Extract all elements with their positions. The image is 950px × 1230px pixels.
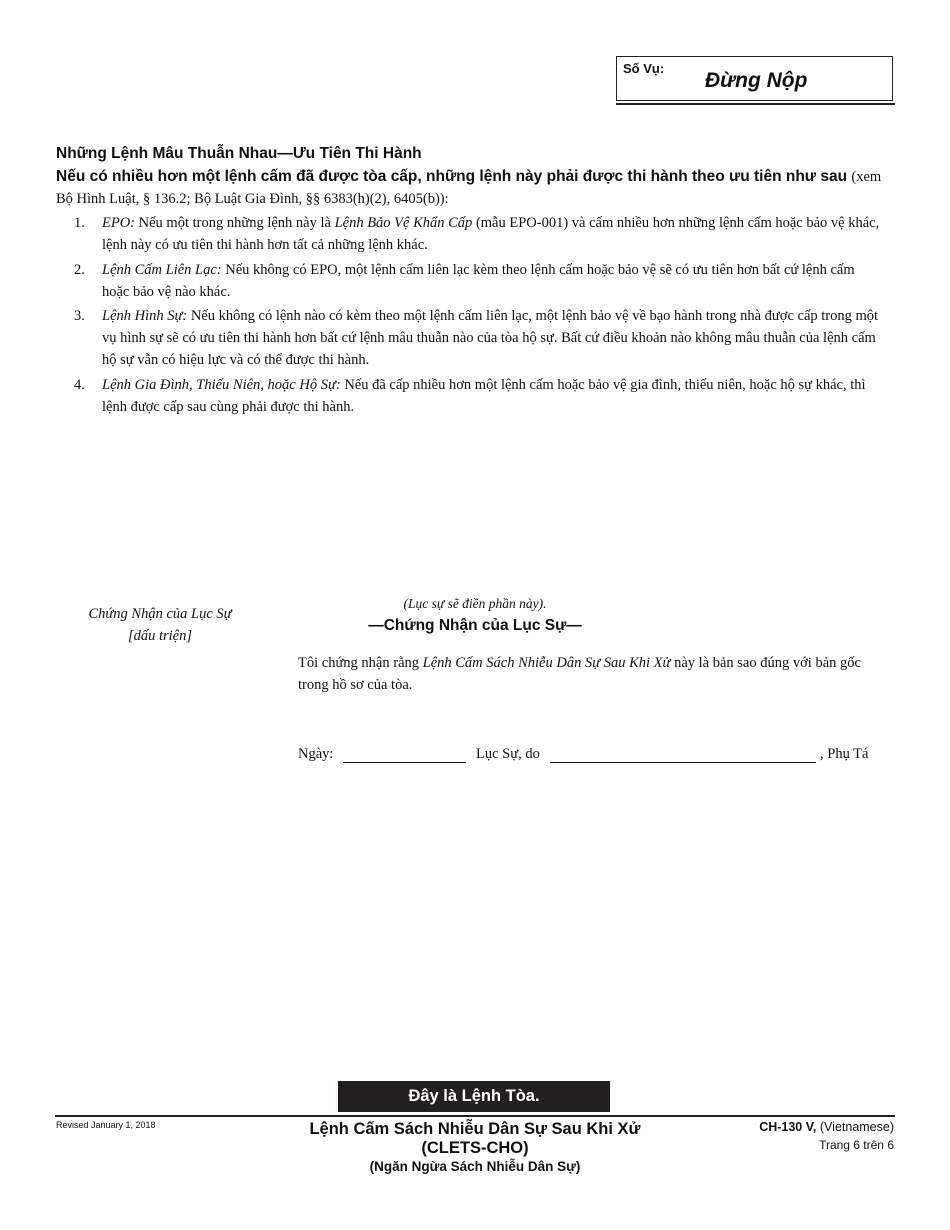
clerk-hint: (Lục sự sẽ điền phần này). bbox=[403, 596, 547, 611]
priority-item bbox=[74, 305, 884, 371]
item-lead: Lệnh Gia Đình, Thiếu Niên, hoặc Hộ Sự: bbox=[102, 377, 341, 393]
item-number: 2. bbox=[74, 262, 85, 278]
footer-divider bbox=[55, 1115, 895, 1117]
signature-row bbox=[298, 746, 888, 768]
seal-caption bbox=[70, 603, 250, 647]
item-number: 3. bbox=[74, 308, 85, 324]
certificate-body: Tôi chứng nhận rằng Lệnh Cấm Sách Nhiễu Dân Sự Sau Khi Xử này là bản sao đúng với bản gốc trong hồ sơ của tòa. bbox=[298, 655, 861, 693]
section-reference: (xem Bộ Hình Luật, § 136.2; Bộ Luật Gia Đình, §§ 6383(h)(2), 6405(b)): bbox=[56, 169, 882, 207]
case-number-value: Đừng Nộp bbox=[705, 69, 808, 92]
item-text: Lệnh Hình Sự: Nếu không có lệnh nào có kèm theo một lệnh cấm liên lạc, một lệnh bảo vệ về bạo hành trong nhà được cấp trong một vụ hình sự sẽ có ưu tiên thi hành hơn bất cứ lệnh mâu thuẫn nào của tòa hộ sự. Bất cứ điều khoản nào không mâu thuẫn của lệnh cấm hộ sự vẫn có hiệu lực và có thể được thi hành. bbox=[102, 308, 879, 368]
date-field[interactable] bbox=[343, 762, 466, 763]
court-order-banner: Đây là Lệnh Tòa. bbox=[338, 1081, 610, 1112]
form-title-code: (CLETS-CHO) bbox=[421, 1139, 529, 1157]
section-subtitle-text: Nếu có nhiều hơn một lệnh cấm đã được tòa cấp, những lệnh này phải được thi hành theo ưu tiên như sau bbox=[56, 168, 848, 185]
revised-date: Revised January 1, 2018 bbox=[56, 1120, 156, 1130]
form-language: (Vietnamese) bbox=[819, 1120, 894, 1134]
form-title-main: Lệnh Cấm Sách Nhiễu Dân Sự Sau Khi Xử bbox=[309, 1120, 641, 1138]
item-text: Lệnh Gia Đình, Thiếu Niên, hoặc Hộ Sự: Nếu đã cấp nhiều hơn một lệnh cấm hoặc bảo vệ gia đình, thiếu niên, hoặc hộ sự khác, thì lệnh được cấp sau cùng phải được thi hành. bbox=[102, 377, 866, 415]
header-divider bbox=[616, 103, 895, 105]
form-subtitle: (Ngăn Ngừa Sách Nhiễu Dân Sự) bbox=[369, 1159, 581, 1174]
item-lead: Lệnh Cấm Liên Lạc: bbox=[102, 262, 222, 278]
priority-item bbox=[74, 259, 884, 303]
item-lead: Lệnh Hình Sự: bbox=[102, 308, 188, 324]
clerk-signature-field[interactable] bbox=[550, 762, 816, 763]
priority-item bbox=[74, 212, 884, 256]
case-number-label: Số Vụ: bbox=[623, 61, 665, 76]
section-subtitle bbox=[56, 166, 896, 210]
form-id bbox=[759, 1120, 894, 1134]
section-title: Những Lệnh Mâu Thuẫn Nhau—Ưu Tiên Thi Hành bbox=[56, 145, 422, 162]
seal-caption-line1: Chứng Nhận của Lục Sự bbox=[88, 606, 232, 622]
item-text: EPO: Nếu một trong những lệnh này là Lệnh Bảo Vệ Khẩn Cấp (mẫu EPO-001) và cấm nhiều hơn những lệnh cấm hoặc bảo vệ khác, lệnh này có ưu tiên thi hành hơn tất cả những lệnh khác. bbox=[102, 215, 880, 253]
item-text: Lệnh Cấm Liên Lạc: Nếu không có EPO, một lệnh cấm liên lạc kèm theo lệnh cấm hoặc bảo vệ sẽ có ưu tiên hơn bất cứ lệnh cấm hoặc bảo vệ nào khác. bbox=[102, 262, 855, 300]
item-number: 1. bbox=[74, 215, 85, 231]
case-number-box bbox=[616, 56, 893, 101]
form-title bbox=[250, 1120, 700, 1158]
seal-caption-line2: [dấu triện] bbox=[127, 628, 193, 644]
priority-item bbox=[74, 374, 884, 418]
clerk-certificate-heading: —Chứng Nhận của Lục Sự— bbox=[368, 617, 582, 634]
item-lead: EPO: bbox=[102, 215, 136, 231]
item-number: 4. bbox=[74, 377, 85, 393]
form-number: CH-130 V, bbox=[759, 1120, 817, 1134]
date-label: Ngày: bbox=[298, 746, 334, 762]
page-number: Trang 6 trên 6 bbox=[819, 1138, 894, 1152]
clerk-label: Lục Sự, do bbox=[476, 746, 540, 762]
deputy-label: , Phụ Tá bbox=[820, 746, 869, 762]
